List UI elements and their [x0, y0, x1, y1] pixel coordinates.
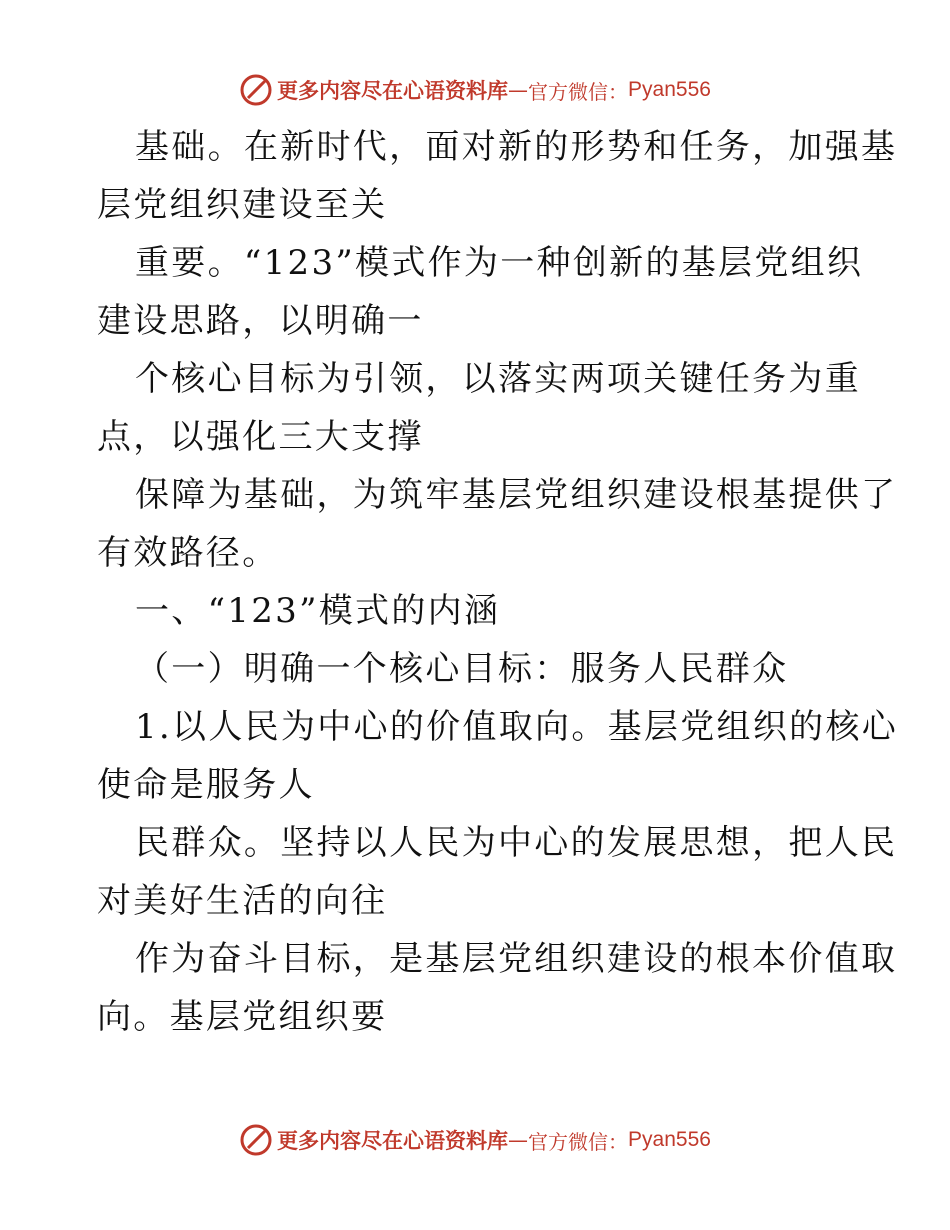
- body-line: 层党组织建设至关: [97, 185, 388, 225]
- banner-separator: —: [508, 78, 529, 102]
- body-line: 个核心目标为引领，以落实两项关键任务为重: [135, 359, 861, 399]
- body-line: 1.以人民为中心的价值取向。基层党组织的核心: [135, 707, 899, 747]
- banner-site-text: 更多内容尽在心语资料库: [277, 78, 509, 103]
- body-line: 建设思路，以明确一: [97, 301, 424, 341]
- body-line: 使命是服务人: [97, 765, 315, 805]
- body-line: 作为奋斗目标，是基层党组织建设的根本价值取: [135, 939, 898, 979]
- body-line: 民群众。坚持以人民为中心的发展思想，把人民: [135, 823, 898, 863]
- banner-wechat-id: Pyan556: [628, 78, 711, 101]
- section-heading: 一、“123”模式的内涵: [135, 591, 501, 631]
- document-body: [97, 118, 899, 1046]
- subsection-heading: （一）明确一个核心目标：服务人民群众: [135, 649, 789, 689]
- body-line: 重要。“123”模式作为一种创新的基层党组织: [135, 243, 864, 283]
- header-banner: [0, 70, 950, 110]
- quill-logo-icon: [239, 73, 273, 107]
- body-line: 保障为基础，为筑牢基层党组织建设根基提供了: [135, 475, 898, 515]
- body-line: 向。基层党组织要: [97, 997, 388, 1037]
- banner-separator: —: [508, 1128, 529, 1152]
- body-line: 基础。在新时代，面对新的形势和任务，加强基: [135, 127, 898, 167]
- banner-wechat-label: 官方微信：: [528, 1129, 629, 1154]
- body-line: 对美好生活的向往: [97, 881, 388, 921]
- banner-wechat-label: 官方微信：: [528, 79, 629, 104]
- footer-banner: [0, 1120, 950, 1160]
- body-line: 点，以强化三大支撑: [97, 417, 424, 457]
- banner-site-text: 更多内容尽在心语资料库: [277, 1128, 509, 1153]
- body-line: 有效路径。: [97, 533, 279, 573]
- quill-logo-icon: [239, 1123, 273, 1157]
- banner-wechat-id: Pyan556: [628, 1128, 711, 1151]
